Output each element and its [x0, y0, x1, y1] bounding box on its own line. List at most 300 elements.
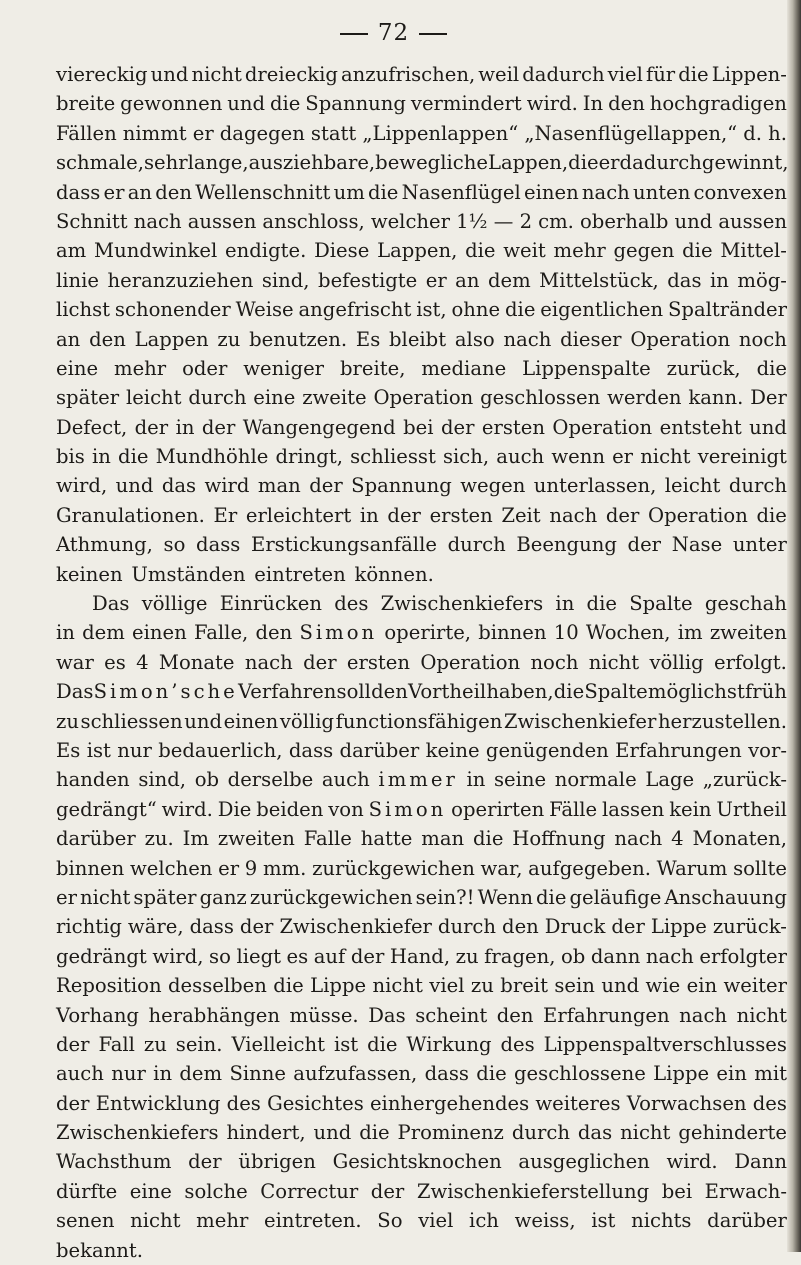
word: scheint — [415, 1003, 488, 1027]
word: Simon — [299, 621, 378, 645]
word: der — [201, 415, 236, 439]
word: herabhängen — [148, 1003, 280, 1027]
word: durch — [437, 915, 497, 939]
word: statt — [310, 121, 357, 145]
word: Monate — [158, 650, 235, 674]
word: die — [367, 180, 399, 204]
word: wird. — [526, 92, 578, 116]
word: gehinderte — [678, 1121, 787, 1145]
word: es — [286, 944, 309, 968]
word: dreieckig — [244, 63, 338, 86]
word: darüber — [339, 738, 420, 762]
word: hochgradigen — [649, 92, 787, 116]
word: sollte — [733, 856, 787, 880]
word: beiden — [256, 797, 324, 821]
word: nach — [549, 503, 598, 527]
text-line — [56, 236, 787, 265]
word: Prominenz — [397, 1121, 504, 1145]
word: später — [133, 885, 197, 909]
word: Lage — [645, 768, 695, 792]
word: lange, — [187, 151, 249, 175]
word: Lippen- — [711, 63, 787, 86]
word: noch — [530, 650, 579, 674]
word: Nase — [671, 533, 723, 557]
word: die — [359, 1121, 390, 1145]
word: den — [608, 92, 645, 116]
word: dieser — [560, 327, 622, 351]
text-line — [56, 148, 787, 177]
word: und — [313, 1121, 352, 1145]
word: lichst — [56, 298, 111, 322]
word: welchen — [129, 856, 213, 880]
word: im — [677, 621, 703, 645]
word: „Lippenlappen“ — [362, 121, 519, 145]
word: mög- — [737, 268, 787, 292]
word: nichts — [631, 1209, 692, 1233]
word: binnen — [478, 621, 547, 645]
word: Reposition — [56, 974, 162, 998]
word: immer — [378, 768, 458, 792]
word: befestigte — [318, 268, 418, 292]
word: Nasenflügel — [401, 180, 521, 204]
word: binnen — [56, 856, 125, 880]
word: Mundhöhle — [155, 445, 269, 469]
word: h. — [768, 121, 787, 145]
text-line — [56, 60, 787, 89]
word: Fälle — [549, 797, 598, 821]
word: die — [678, 63, 709, 86]
word: vor- — [748, 738, 787, 762]
word: zurück, — [666, 356, 741, 380]
word: weiss, — [514, 1209, 576, 1233]
word: ein — [686, 974, 718, 998]
word: oder — [182, 356, 228, 380]
word: 4 — [136, 650, 149, 674]
word: Vorwachsen — [626, 1091, 747, 1115]
word: gewinnt, — [701, 151, 789, 175]
word: dass — [189, 915, 234, 939]
text-line — [56, 442, 787, 471]
word: Vorhang — [56, 1003, 139, 1027]
word: schliessen — [80, 709, 183, 733]
word: Mittelstück, — [539, 268, 659, 292]
word: Lippenspalte — [522, 356, 651, 380]
word: einen — [223, 709, 279, 733]
word: auch — [496, 445, 545, 469]
word: man — [257, 474, 301, 498]
word: den — [502, 915, 539, 939]
word: zu. — [144, 827, 174, 851]
word: den — [496, 1003, 534, 1027]
text-line — [56, 1177, 787, 1206]
word: geschlossen — [480, 386, 601, 410]
word: auch — [321, 768, 370, 792]
word: vereinigt — [697, 445, 787, 469]
word: nicht — [736, 1003, 787, 1027]
word: ich — [469, 1209, 499, 1233]
text-line — [56, 648, 787, 677]
word: Correctur — [260, 1179, 359, 1203]
word: Wachsthum — [56, 1150, 172, 1174]
word: herzustellen. — [657, 709, 787, 733]
word: völlig — [279, 709, 335, 733]
word: um — [333, 180, 365, 204]
word: dagegen — [219, 121, 305, 145]
word: 9 — [244, 856, 258, 880]
text-line — [56, 765, 787, 794]
word: und — [601, 974, 640, 998]
word: an — [56, 327, 81, 351]
word: geschah — [704, 592, 787, 616]
text-line — [56, 266, 787, 295]
word: Operation — [420, 650, 521, 674]
word: nach — [614, 827, 663, 851]
word: handen — [56, 768, 130, 792]
word: zu — [470, 974, 494, 998]
word: weiter — [723, 974, 787, 998]
word: weniger — [243, 356, 325, 380]
text-line — [56, 413, 787, 442]
word: seine — [493, 768, 547, 792]
word: eintreten. — [264, 1209, 362, 1233]
word: der — [605, 503, 640, 527]
word: vermindert — [410, 92, 522, 116]
word: gegen — [613, 239, 675, 263]
word: mit — [754, 1062, 787, 1086]
word: also — [454, 327, 495, 351]
word: er — [598, 151, 620, 175]
word: sehr — [144, 151, 188, 175]
word: Gesichtes — [267, 1091, 364, 1115]
word: zu — [455, 944, 479, 968]
word: weiteres — [535, 1091, 621, 1115]
word: zurück- — [712, 915, 787, 939]
word: Warum — [656, 856, 728, 880]
word: operirte, — [384, 621, 472, 645]
word: ausgeglichen — [518, 1150, 650, 1174]
word: Wirkung — [406, 1032, 492, 1056]
word: in — [153, 1062, 173, 1086]
word: die — [118, 445, 149, 469]
word: bei — [403, 415, 434, 439]
body-text — [56, 60, 787, 1265]
word: und — [150, 63, 189, 86]
word: ein — [716, 1062, 747, 1086]
page-edge-shadow — [787, 0, 801, 1252]
text-line — [56, 1030, 787, 1059]
word: dadurch — [522, 63, 605, 86]
word: solche — [184, 1179, 248, 1203]
word: endigte. — [225, 239, 307, 263]
word: am — [56, 239, 87, 263]
word: ersten — [429, 503, 493, 527]
word: der — [239, 915, 274, 939]
word: viel — [429, 974, 465, 998]
word: hatte — [360, 827, 413, 851]
word: die — [536, 885, 567, 909]
word: Spannung — [351, 474, 452, 498]
word: Lippe — [310, 974, 367, 998]
word: später — [56, 386, 120, 410]
word: der — [350, 944, 385, 968]
word: Es — [355, 327, 381, 351]
word: Erstickungsanfälle — [251, 533, 437, 557]
word: an — [455, 268, 480, 292]
word: bewegliche — [375, 151, 488, 175]
word: Granulationen. — [56, 503, 205, 527]
text-line — [56, 325, 787, 354]
word: functionsfähigen — [335, 709, 503, 733]
text-line — [56, 1118, 787, 1147]
word: Gesichtsknochen — [332, 1150, 502, 1174]
word: Wellenschnitt — [195, 180, 331, 204]
word: Entwicklung — [95, 1091, 221, 1115]
word: dass — [56, 180, 101, 204]
text-line — [56, 1147, 787, 1176]
word: dem — [82, 621, 125, 645]
word: „zurück- — [702, 768, 787, 792]
word: einen — [132, 621, 187, 645]
word: In — [582, 92, 604, 116]
word: mehr — [196, 1209, 249, 1233]
word: des — [752, 1091, 787, 1115]
word: es — [104, 650, 126, 674]
word: Diese — [314, 239, 370, 263]
word: er — [218, 856, 240, 880]
word: des — [226, 1091, 261, 1115]
word: unten — [633, 180, 691, 204]
word: er — [103, 180, 125, 204]
word: in — [555, 592, 575, 616]
word: keinen — [56, 562, 123, 586]
word: weit — [503, 239, 546, 263]
word: Der — [750, 386, 787, 410]
word: dadurch — [619, 151, 702, 175]
word: schonender — [114, 298, 231, 322]
word: viereckig — [56, 63, 148, 86]
text-line — [56, 883, 787, 912]
word: übrigen — [238, 1150, 316, 1174]
word: fragen, — [484, 944, 556, 968]
word: Hoffnung — [512, 827, 606, 851]
word: breite — [56, 92, 116, 116]
word: der — [440, 415, 475, 439]
word: dem — [179, 1062, 223, 1086]
word: Anschauung — [664, 885, 787, 909]
word: Er — [213, 503, 238, 527]
word: eine — [129, 1179, 172, 1203]
word: Dann — [734, 1150, 787, 1174]
word: Lappen, — [487, 151, 569, 175]
word: Spannung — [305, 92, 406, 116]
word: der — [611, 915, 645, 939]
word: von — [328, 797, 364, 821]
word: sein?! — [415, 885, 475, 909]
word: die — [568, 151, 599, 175]
word: und — [115, 474, 154, 498]
word: mehr — [113, 356, 167, 380]
word: eintreten — [254, 562, 346, 586]
word: zu — [56, 709, 79, 733]
word: Zwischenkiefer — [279, 915, 432, 939]
word: liegt — [236, 944, 281, 968]
word: nur — [117, 738, 152, 762]
word: So — [377, 1209, 403, 1233]
word: nach — [133, 209, 182, 233]
word: leicht — [664, 474, 721, 498]
word: zweiten — [709, 621, 787, 645]
word: nicht — [80, 885, 131, 909]
word: der — [309, 474, 343, 498]
word: aufgegeben. — [528, 856, 651, 880]
word: Spalte — [584, 680, 648, 704]
word: wie — [645, 974, 681, 998]
word: an — [127, 180, 153, 204]
word: darüber — [56, 827, 136, 851]
word: den — [89, 327, 126, 351]
word: Lippenspaltverschlusses — [543, 1032, 787, 1056]
word: oberhalb — [579, 209, 669, 233]
word: mm. — [262, 856, 307, 880]
word: anzufrischen, — [340, 63, 476, 86]
word: ersten — [481, 415, 545, 439]
text-line — [56, 501, 787, 530]
word: können. — [354, 562, 434, 586]
word: bekannt. — [56, 1238, 144, 1262]
text-line — [56, 707, 787, 736]
word: Wenn — [477, 885, 533, 909]
word: des — [334, 592, 369, 616]
word: Weise — [235, 298, 294, 322]
word: mehr — [553, 239, 606, 263]
word: Simon — [368, 797, 447, 821]
word: der — [387, 503, 421, 527]
word: Lippe — [650, 915, 707, 939]
word: sich, — [442, 445, 490, 469]
word: einhergehendes — [369, 1091, 530, 1115]
word: ist — [591, 1209, 616, 1233]
word: die — [367, 1032, 398, 1056]
word: des — [500, 1032, 535, 1056]
word: zurückgewichen — [249, 885, 413, 909]
word: müsse. — [289, 1003, 359, 1027]
header-dash-left — [340, 33, 368, 35]
word: kein — [669, 797, 712, 821]
word: dringt, — [275, 445, 343, 469]
word: er — [192, 121, 214, 145]
word: der — [627, 533, 662, 557]
text-line — [56, 736, 787, 765]
word: wird, — [56, 474, 108, 498]
word: nicht — [588, 650, 640, 674]
word: erfolgt. — [713, 650, 787, 674]
word: völlige — [141, 592, 208, 616]
word: nicht — [620, 1121, 671, 1145]
word: anschloss, — [262, 209, 365, 233]
word: wäre, — [127, 915, 184, 939]
word: 1½ — 2 — [456, 209, 533, 233]
word: Lappen — [134, 327, 209, 351]
word: ersten — [346, 650, 410, 674]
word: durch — [188, 386, 247, 410]
word: die — [682, 239, 713, 263]
word: aufzufassen, — [293, 1062, 418, 1086]
word: Verfahren — [237, 680, 337, 704]
word: benutzen. — [249, 327, 348, 351]
word: wird, — [152, 944, 204, 968]
word: ohne — [451, 298, 501, 322]
word: schmale, — [56, 151, 144, 175]
text-line — [56, 178, 787, 207]
word: operirten — [451, 797, 545, 821]
word: Operation — [630, 327, 731, 351]
word: lassen — [602, 797, 665, 821]
word: viel — [418, 1209, 454, 1233]
word: Monaten, — [692, 827, 787, 851]
word: Hand, — [389, 944, 451, 968]
word: und — [227, 92, 266, 116]
word: Erfahrungen — [543, 1003, 670, 1027]
word: breit — [500, 974, 548, 998]
word: ist, — [416, 298, 447, 322]
word: linie — [56, 268, 100, 292]
word: dem — [487, 268, 531, 292]
text-line — [56, 1089, 787, 1118]
word: die — [476, 1062, 507, 1086]
word: keine — [425, 738, 480, 762]
word: nach — [503, 327, 552, 351]
word: wird. — [161, 797, 213, 821]
word: derselbe — [227, 768, 314, 792]
word: war, — [480, 856, 523, 880]
text-line — [56, 854, 787, 883]
word: so — [163, 533, 186, 557]
word: Erwach- — [704, 1179, 787, 1203]
word: in — [92, 445, 111, 469]
word: die — [465, 239, 496, 263]
word: breite, — [339, 356, 406, 380]
text-line — [56, 1001, 787, 1030]
word: früh — [745, 680, 787, 704]
word: Spaltränder — [667, 298, 787, 322]
word: den — [255, 621, 293, 645]
word: in — [359, 503, 379, 527]
word: eine — [56, 356, 99, 380]
word: in — [56, 621, 75, 645]
word: Das — [92, 592, 130, 616]
word: Falle — [303, 827, 352, 851]
word: Lappen, — [377, 239, 458, 263]
text-line — [56, 824, 787, 853]
word: bedauerlich, — [158, 738, 283, 762]
word: desselben — [168, 974, 267, 998]
word: Spalte — [629, 592, 693, 616]
word: dann — [590, 944, 641, 968]
word: Mundwinkel — [94, 239, 218, 263]
word: dass — [288, 738, 334, 762]
word: durch — [511, 1121, 570, 1145]
word: Zeit — [501, 503, 541, 527]
word: sein. — [175, 1032, 223, 1056]
word: den — [371, 680, 408, 704]
word: Wangengegend — [242, 415, 396, 439]
word: eigentlichen — [540, 298, 664, 322]
text-line — [56, 942, 787, 971]
word: Schnitt — [56, 209, 128, 233]
word: 4 — [671, 827, 684, 851]
text-line — [56, 530, 787, 559]
word: sind, — [138, 768, 187, 792]
